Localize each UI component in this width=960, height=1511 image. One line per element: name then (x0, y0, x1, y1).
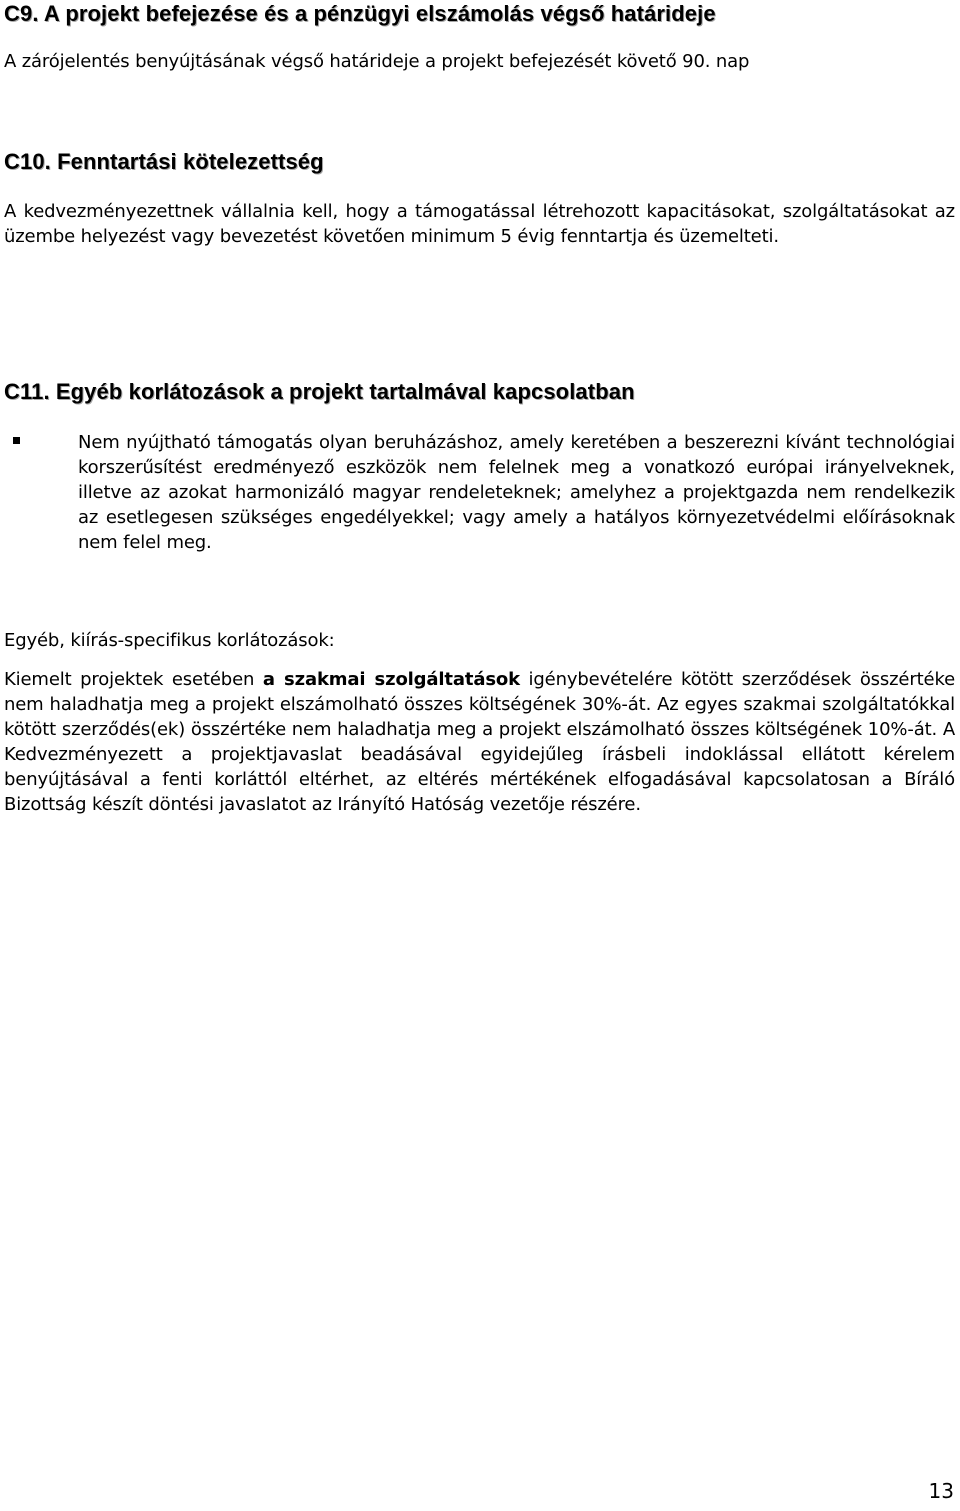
section-c9-heading: C9. A projekt befejezése és a pénzügyi elszámolás végső határideje (4, 1, 716, 26)
section-c11-heading: C11. Egyéb korlátozások a projekt tartalmával kapcsolatban (4, 379, 635, 404)
bullet-square-icon (13, 437, 20, 444)
priority-projects-paragraph (4, 667, 955, 817)
paragraph-rest: igénybevételére kötött szerződések összértéke nem haladhatja meg a projekt elszámolható összes költségének 30%-át. Az egyes szakmai szolgáltatókkal kötött szerződés(ek) összértéke nem haladhatja meg a projekt elszámolható összes költségének 10%-át. A Kedvezményezett a projektjavaslat beadásával egyidejűleg írásbeli indoklással ellátott kérelem benyújtásával a fenti korláttól eltérhet, az eltérés mértékének elfogadásával kapcsolatosan a Bíráló Bizottság készít döntési javaslatot az Irányító Hatóság vezetője részére. (4, 669, 955, 815)
page-number: 13 (928, 1479, 954, 1503)
section-c10-heading: C10. Fenntartási kötelezettség (4, 149, 324, 174)
paragraph-intro: Kiemelt projektek esetében (4, 669, 263, 690)
subheading-specific-restrictions: Egyéb, kiírás-specifikus korlátozások: (4, 630, 335, 651)
section-c10-body: A kedvezményezettnek vállalnia kell, hogy a támogatással létrehozott kapacitásokat, szolgáltatásokat az üzembe helyezést vagy bevezetést követően minimum 5 évig fenntartja és üzemelteti. (4, 201, 955, 247)
section-c9-body: A zárójelentés benyújtásának végső határideje a projekt befejezését követő 90. nap (4, 51, 750, 72)
paragraph-bold-phrase: a szakmai szolgáltatások (262, 669, 520, 690)
bullet-restriction-text: Nem nyújtható támogatás olyan beruházáshoz, amely keretében a beszerezni kívánt technológiai korszerűsítést eredményező eszközök nem felelnek meg a vonatkozó európai irányelveknek, illetve az azokat harmonizáló magyar rendeleteknek; amelyhez a projektgazda nem rendelkezik az esetlegesen szükséges engedélyekkel; vagy amely a hatályos környezetvédelmi előírásoknak nem felel meg. (78, 432, 955, 553)
